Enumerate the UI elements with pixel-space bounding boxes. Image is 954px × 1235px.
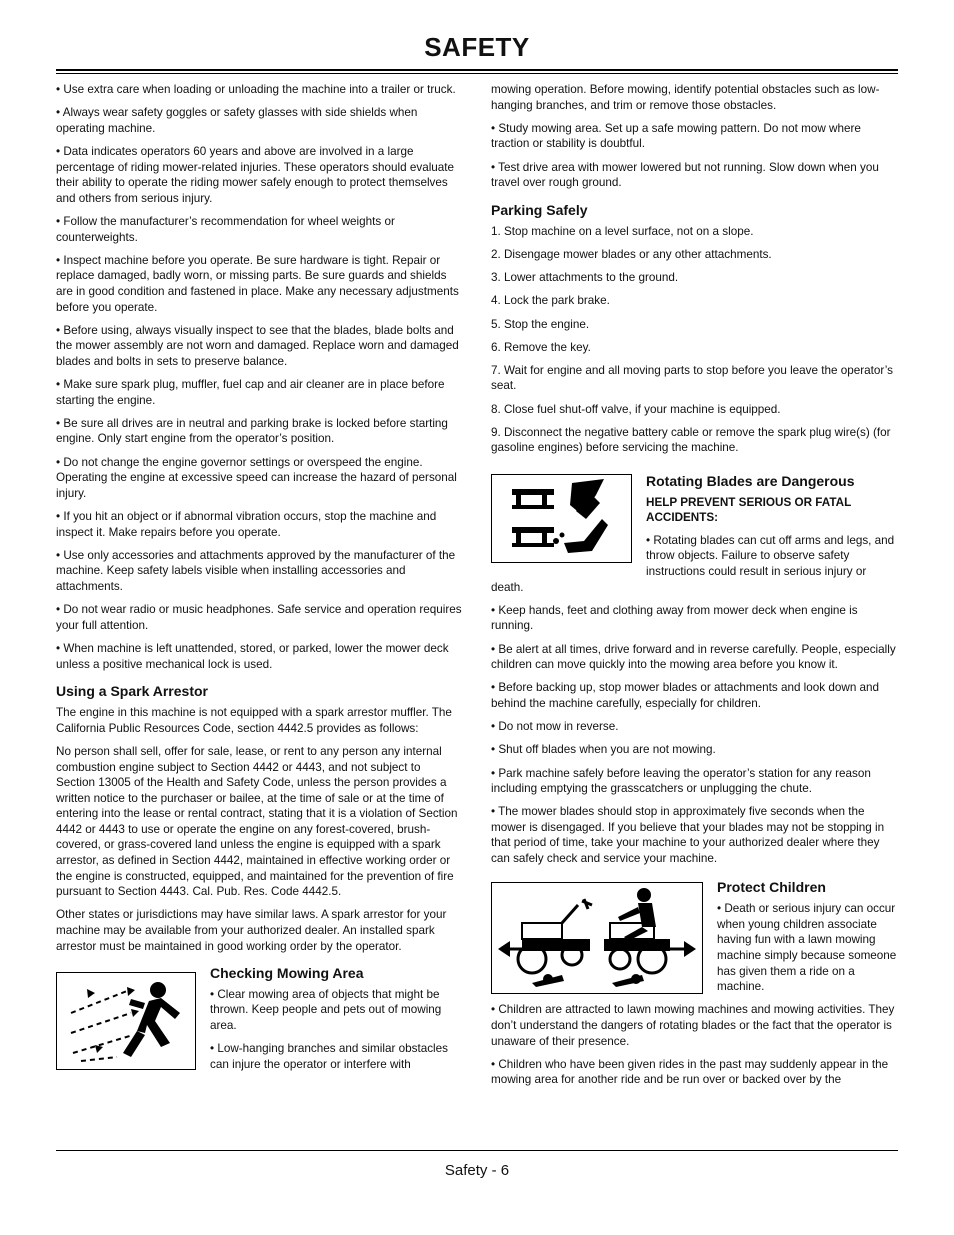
blades-bullet: • Be alert at all times, drive forward and in reverse carefully. People, especially children can move quickly into the mowing area before you know it.: [491, 642, 896, 672]
blades-bullet-1: • Rotating blades can cut off arms and legs, and throw objects. Failure to observe safety instructions could result in serious injury or death.: [491, 533, 895, 594]
thrown-objects-icon: [56, 972, 196, 1070]
header-rule: [56, 69, 898, 71]
header-rule-thin: [56, 73, 898, 74]
blades-bullet: • Keep hands, feet and clothing away from mower deck when engine is running.: [491, 603, 858, 633]
checking-bullet-1: • Clear mowing area of objects that might be thrown. Keep people and pets out of mowing area.: [210, 987, 442, 1032]
bullet-vibration: • If you hit an object or if abnormal vibration occurs, stop the machine and inspect it. Make repairs before you operate.: [56, 510, 437, 539]
bullet-accessories: • Use only accessories and attachments approved by the manufacturer of the machine. Keep safety labels visible when installing accessories and attachments.: [56, 548, 456, 593]
protect-children-icon: [491, 882, 703, 994]
right-column: [491, 82, 897, 1096]
bullet-inspect: • Inspect machine before you operate. Be sure hardware is tight. Repair or replace damaged, badly worn, or missing parts. Be sure guards and shields are in good condition and fastened in place. Make any necessary adjustments before you operate.: [56, 253, 459, 314]
rotating-blades-heading: Rotating Blades are Dangerous: [646, 472, 855, 489]
bullet-loading: • Use extra care when loading or unloading the machine into a trailer or truck.: [56, 83, 456, 96]
parking-heading: Parking Safely: [491, 201, 588, 218]
parking-step: 3. Lower attachments to the ground.: [491, 271, 679, 285]
page-title: SAFETY: [424, 32, 530, 62]
spark-para-2: No person shall sell, offer for sale, lease, or rent to any person any internal combustion engine subject to Section 4442 or 4443, and not subject to Section 13005 of the Health and Safety Code, unless the person provides a written notice to the purchaser or bailee, at the time of sale or at the time of entering into the lease or rental contract, stating that it is a violation of Section 4442 or 4443 to use or operate the engine on any forest-covered, brush-covered, or grass-covered land unless the engine is equipped with a spark arrestor, as defined in Section 4442, maintained in effective working order or the engine is constructed, equipped, and maintained for the prevention of fire pursuant to Section 4443. Cal. Pub. Res. Code 4442.5.: [56, 744, 458, 899]
bullet-test-drive: • Test drive area with mower lowered but not running. Slow down when you travel over rough ground.: [491, 160, 879, 190]
parking-step: 6. Remove the key.: [491, 340, 591, 354]
spark-arrestor-heading: Using a Spark Arrestor: [56, 683, 208, 700]
parking-step: 7. Wait for engine and all moving parts to stop before you leave the operator’s seat.: [491, 363, 893, 393]
children-bullet-1: • Death or serious injury can occur when young children associate having fun with a lawn mowing machine simply because someone has given them a ride on a machine.: [717, 902, 897, 994]
bullet-weights: • Follow the manufacturer’s recommendation for wheel weights or counterweights.: [56, 214, 395, 244]
left-column: [56, 82, 462, 1080]
bullet-neutral: • Be sure all drives are in neutral and parking brake is locked before starting engine. Only start engine from the operator’s position.: [56, 416, 448, 446]
bullet-spark-plug: • Make sure spark plug, muffler, fuel cap and air cleaner are in place before starting the engine.: [56, 378, 445, 407]
protect-children-heading: Protect Children: [717, 879, 826, 896]
bullet-blades-inspect: • Before using, always visually inspect to see that the blades, blade bolts and the mower assembly are not worn and damaged. Replace worn and damaged blades and bolts in sets to preserve balance.: [56, 323, 459, 368]
bullet-goggles: • Always wear safety goggles or safety glasses with side shields when operating machine.: [56, 106, 418, 135]
bullet-study-area: • Study mowing area. Set up a safe mowing pattern. Do not mow where traction or stability is doubtful.: [491, 121, 861, 151]
blades-bullet: • Park machine safely before leaving the operator’s station for any reason including emptying the grasscatchers or unplugging the chute.: [491, 766, 871, 796]
children-bullet-2: • Children are attracted to lawn mowing machines and mowing activities. They don’t understand the dangers of rotating blades or the fact that the operator is unaware of their presence.: [491, 1003, 895, 1048]
blades-bullet: • Shut off blades when you are not mowing.: [491, 743, 716, 757]
bullet-governor: • Do not change the engine governor settings or overspeed the engine. Operating the engine at excessive speed can increase the hazard of personal injury.: [56, 455, 457, 500]
blades-bullet: • Do not mow in reverse.: [491, 720, 619, 734]
spark-para-1: The engine in this machine is not equipped with a spark arrestor muffler. The California Public Resources Code, section 4442.5 provides as follows:: [56, 706, 452, 735]
parking-step: 2. Disengage mower blades or any other attachments.: [491, 247, 772, 261]
checking-mowing-heading: Checking Mowing Area: [210, 964, 364, 981]
warning-text: HELP PREVENT SERIOUS OR FATAL ACCIDENTS:: [646, 495, 851, 525]
blades-bullet: • The mower blades should stop in approximately five seconds when the mower is disengaged. If you believe that your blades may not be stopping in that period of time, take your machine to your authorized dealer where they can safely check and service your machine.: [491, 805, 885, 866]
page-footer: Safety - 6: [444, 1162, 510, 1179]
parking-step: 9. Disconnect the negative battery cable or remove the spark plug wire(s) (for gasoline engines) before servicing the machine.: [491, 425, 891, 455]
parking-step: 1. Stop machine on a level surface, not on a slope.: [491, 224, 754, 238]
parking-step: 8. Close fuel shut-off valve, if your machine is equipped.: [491, 402, 781, 416]
spark-para-3: Other states or jurisdictions may have similar laws. A spark arrestor for your machine may be available from your authorized dealer. An installed spark arrestor must be maintained in good working order by the operator.: [56, 908, 447, 953]
rotating-blades-icon: [491, 474, 632, 563]
parking-step: 4. Lock the park brake.: [491, 294, 610, 308]
continued-text: mowing operation. Before mowing, identify potential obstacles such as low-hanging branches, and trim or remove those obstacles.: [491, 83, 880, 112]
parking-step: 5. Stop the engine.: [491, 317, 590, 331]
bullet-age: • Data indicates operators 60 years and above are involved in a large percentage of riding mower-related injuries. These operators should evaluate their ability to operate the riding mower safely enough to protect themselves and others from serious injury.: [56, 144, 455, 205]
footer-rule: [56, 1150, 898, 1151]
blades-bullet: • Before backing up, stop mower blades or attachments and look down and behind the machine carefully, especially for children.: [491, 681, 880, 710]
bullet-headphones: • Do not wear radio or music headphones. Safe service and operation requires your full attention.: [56, 603, 462, 632]
checking-bullet-2: • Low-hanging branches and similar obstacles can injure the operator or interfere with: [210, 1042, 448, 1071]
children-bullet-3: • Children who have been given rides in the past may suddenly appear in the mowing area for another ride and be run over or backed over by the: [491, 1057, 889, 1087]
bullet-unattended: • When machine is left unattended, stored, or parked, lower the mower deck unless a positive mechanical lock is used.: [56, 641, 449, 671]
